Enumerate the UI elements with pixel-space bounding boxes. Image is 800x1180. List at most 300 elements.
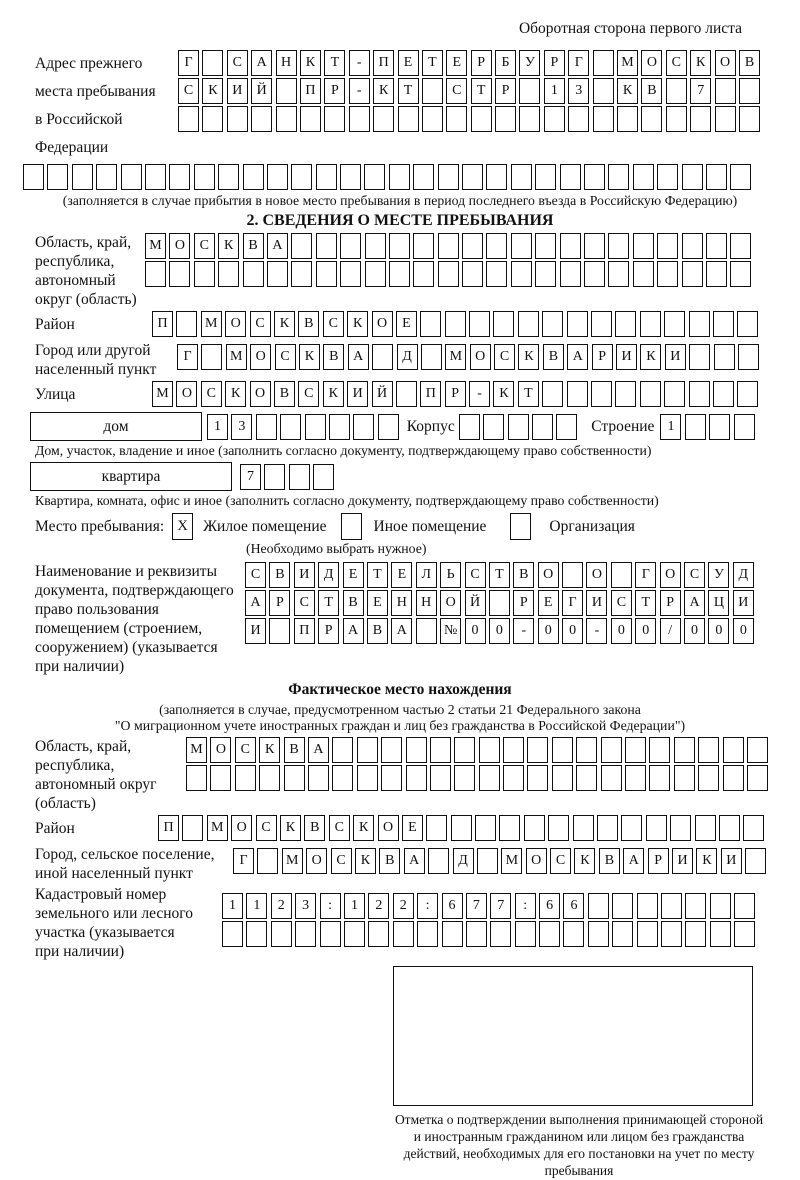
char-cell[interactable]: И: [294, 562, 315, 588]
char-cell[interactable]: [723, 737, 744, 763]
char-cell[interactable]: [291, 233, 312, 259]
char-cell[interactable]: [353, 414, 374, 440]
char-cell[interactable]: -: [349, 78, 370, 104]
char-cell[interactable]: [462, 233, 483, 259]
char-cell[interactable]: Д: [397, 344, 418, 370]
char-cell[interactable]: [544, 106, 565, 132]
char-cell[interactable]: Й: [251, 78, 272, 104]
prev-address-row-2[interactable]: [178, 78, 760, 104]
char-cell[interactable]: [682, 261, 703, 287]
char-cell[interactable]: А: [567, 344, 588, 370]
char-cell[interactable]: Т: [324, 50, 345, 76]
char-cell[interactable]: [176, 311, 197, 337]
char-cell[interactable]: [562, 562, 583, 588]
char-cell[interactable]: [178, 106, 199, 132]
char-cell[interactable]: [597, 815, 618, 841]
char-cell[interactable]: [539, 921, 560, 947]
char-cell[interactable]: [243, 261, 264, 287]
char-cell[interactable]: О: [641, 50, 662, 76]
char-cell[interactable]: [201, 344, 222, 370]
char-cell[interactable]: [674, 737, 695, 763]
char-cell[interactable]: О: [470, 344, 491, 370]
char-cell[interactable]: [503, 765, 524, 791]
char-cell[interactable]: [567, 311, 588, 337]
char-cell[interactable]: [560, 164, 581, 190]
char-cell[interactable]: [670, 815, 691, 841]
char-cell[interactable]: [518, 311, 539, 337]
char-cell[interactable]: [706, 233, 727, 259]
char-cell[interactable]: [573, 815, 594, 841]
char-cell[interactable]: [664, 381, 685, 407]
char-cell[interactable]: [316, 233, 337, 259]
char-cell[interactable]: [532, 414, 553, 440]
char-cell[interactable]: К: [274, 311, 295, 337]
char-cell[interactable]: [666, 106, 687, 132]
char-cell[interactable]: О: [176, 381, 197, 407]
char-cell[interactable]: [426, 815, 447, 841]
char-cell[interactable]: [503, 737, 524, 763]
char-cell[interactable]: [593, 78, 614, 104]
char-cell[interactable]: О: [715, 50, 736, 76]
checkbox-organizatsiya[interactable]: [510, 513, 531, 540]
char-cell[interactable]: [685, 893, 706, 919]
char-cell[interactable]: О: [250, 381, 271, 407]
char-cell[interactable]: [615, 311, 636, 337]
doc-row-1[interactable]: [245, 562, 754, 588]
char-cell[interactable]: :: [417, 893, 438, 919]
char-cell[interactable]: [267, 261, 288, 287]
char-cell[interactable]: [588, 921, 609, 947]
char-cell[interactable]: [445, 311, 466, 337]
char-cell[interactable]: [713, 311, 734, 337]
char-cell[interactable]: 7: [240, 464, 261, 490]
char-cell[interactable]: К: [225, 381, 246, 407]
char-cell[interactable]: [324, 106, 345, 132]
char-cell[interactable]: О: [306, 848, 327, 874]
char-cell[interactable]: [438, 164, 459, 190]
char-cell[interactable]: [723, 765, 744, 791]
char-cell[interactable]: 0: [684, 618, 705, 644]
char-cell[interactable]: [637, 893, 658, 919]
char-cell[interactable]: У: [519, 50, 540, 76]
char-cell[interactable]: К: [690, 50, 711, 76]
char-cell[interactable]: Р: [269, 590, 290, 616]
char-cell[interactable]: 3: [231, 414, 252, 440]
kadastr-row-2[interactable]: [222, 921, 755, 947]
char-cell[interactable]: [454, 765, 475, 791]
char-cell[interactable]: К: [300, 50, 321, 76]
char-cell[interactable]: К: [518, 344, 539, 370]
char-cell[interactable]: [344, 921, 365, 947]
char-cell[interactable]: 0: [489, 618, 510, 644]
fact-raion-row[interactable]: [158, 815, 764, 841]
korpus-row[interactable]: [459, 414, 578, 440]
char-cell[interactable]: [446, 106, 467, 132]
char-cell[interactable]: Г: [233, 848, 254, 874]
char-cell[interactable]: [560, 261, 581, 287]
char-cell[interactable]: [256, 414, 277, 440]
char-cell[interactable]: 1: [207, 414, 228, 440]
char-cell[interactable]: Р: [318, 618, 339, 644]
char-cell[interactable]: [486, 164, 507, 190]
char-cell[interactable]: [710, 921, 731, 947]
char-cell[interactable]: /: [660, 618, 681, 644]
char-cell[interactable]: [442, 921, 463, 947]
char-cell[interactable]: С: [250, 311, 271, 337]
raion-row[interactable]: [152, 311, 758, 337]
char-cell[interactable]: [710, 893, 731, 919]
char-cell[interactable]: [420, 311, 441, 337]
char-cell[interactable]: [560, 233, 581, 259]
char-cell[interactable]: А: [308, 737, 329, 763]
char-cell[interactable]: [489, 590, 510, 616]
char-cell[interactable]: [186, 765, 207, 791]
char-cell[interactable]: [246, 921, 267, 947]
char-cell[interactable]: К: [353, 815, 374, 841]
char-cell[interactable]: К: [696, 848, 717, 874]
char-cell[interactable]: С: [550, 848, 571, 874]
char-cell[interactable]: 1: [222, 893, 243, 919]
char-cell[interactable]: [477, 848, 498, 874]
char-cell[interactable]: [182, 815, 203, 841]
char-cell[interactable]: [269, 618, 290, 644]
char-cell[interactable]: [257, 848, 278, 874]
char-cell[interactable]: Р: [513, 590, 534, 616]
char-cell[interactable]: Д: [453, 848, 474, 874]
char-cell[interactable]: [621, 815, 642, 841]
char-cell[interactable]: Е: [343, 562, 364, 588]
char-cell[interactable]: [601, 765, 622, 791]
char-cell[interactable]: [739, 78, 760, 104]
char-cell[interactable]: И: [672, 848, 693, 874]
char-cell[interactable]: [469, 311, 490, 337]
char-cell[interactable]: О: [378, 815, 399, 841]
char-cell[interactable]: Р: [495, 78, 516, 104]
char-cell[interactable]: В: [641, 78, 662, 104]
char-cell[interactable]: [413, 164, 434, 190]
char-cell[interactable]: [682, 164, 703, 190]
char-cell[interactable]: С: [256, 815, 277, 841]
char-cell[interactable]: [308, 765, 329, 791]
char-cell[interactable]: С: [465, 562, 486, 588]
oblast-row-2[interactable]: [145, 261, 751, 287]
char-cell[interactable]: Р: [471, 50, 492, 76]
char-cell[interactable]: В: [284, 737, 305, 763]
char-cell[interactable]: [674, 765, 695, 791]
char-cell[interactable]: Г: [178, 50, 199, 76]
char-cell[interactable]: В: [367, 618, 388, 644]
char-cell[interactable]: Р: [592, 344, 613, 370]
char-cell[interactable]: К: [347, 311, 368, 337]
char-cell[interactable]: [462, 164, 483, 190]
char-cell[interactable]: О: [586, 562, 607, 588]
char-cell[interactable]: 1: [246, 893, 267, 919]
char-cell[interactable]: [483, 414, 504, 440]
char-cell[interactable]: [421, 344, 442, 370]
char-cell[interactable]: [542, 381, 563, 407]
char-cell[interactable]: [649, 737, 670, 763]
fact-oblast-row-2[interactable]: [186, 765, 768, 791]
char-cell[interactable]: [235, 765, 256, 791]
char-cell[interactable]: Е: [396, 311, 417, 337]
char-cell[interactable]: [378, 414, 399, 440]
char-cell[interactable]: [406, 737, 427, 763]
char-cell[interactable]: [243, 164, 264, 190]
char-cell[interactable]: [542, 311, 563, 337]
char-cell[interactable]: М: [152, 381, 173, 407]
char-cell[interactable]: [430, 737, 451, 763]
char-cell[interactable]: [389, 233, 410, 259]
dom-row[interactable]: [207, 414, 399, 440]
char-cell[interactable]: М: [201, 311, 222, 337]
char-cell[interactable]: Т: [367, 562, 388, 588]
char-cell[interactable]: О: [250, 344, 271, 370]
gorod-row[interactable]: [177, 344, 759, 370]
char-cell[interactable]: Г: [568, 50, 589, 76]
char-cell[interactable]: К: [218, 233, 239, 259]
char-cell[interactable]: [593, 106, 614, 132]
char-cell[interactable]: 1: [344, 893, 365, 919]
char-cell[interactable]: И: [586, 590, 607, 616]
char-cell[interactable]: 0: [708, 618, 729, 644]
char-cell[interactable]: [743, 815, 764, 841]
char-cell[interactable]: А: [391, 618, 412, 644]
char-cell[interactable]: В: [298, 311, 319, 337]
char-cell[interactable]: [276, 106, 297, 132]
char-cell[interactable]: Б: [495, 50, 516, 76]
char-cell[interactable]: [289, 464, 310, 490]
char-cell[interactable]: [373, 106, 394, 132]
char-cell[interactable]: [471, 106, 492, 132]
char-cell[interactable]: Р: [324, 78, 345, 104]
char-cell[interactable]: [511, 261, 532, 287]
char-cell[interactable]: [730, 233, 751, 259]
char-cell[interactable]: [422, 106, 443, 132]
char-cell[interactable]: С: [294, 590, 315, 616]
char-cell[interactable]: Й: [372, 381, 393, 407]
char-cell[interactable]: [734, 893, 755, 919]
char-cell[interactable]: [417, 921, 438, 947]
char-cell[interactable]: К: [280, 815, 301, 841]
char-cell[interactable]: С: [323, 311, 344, 337]
char-cell[interactable]: [495, 106, 516, 132]
char-cell[interactable]: -: [349, 50, 370, 76]
char-cell[interactable]: [519, 106, 540, 132]
char-cell[interactable]: [329, 414, 350, 440]
char-cell[interactable]: А: [684, 590, 705, 616]
char-cell[interactable]: [381, 737, 402, 763]
char-cell[interactable]: [300, 106, 321, 132]
char-cell[interactable]: 1: [544, 78, 565, 104]
char-cell[interactable]: [640, 381, 661, 407]
char-cell[interactable]: [745, 848, 766, 874]
char-cell[interactable]: [194, 261, 215, 287]
char-cell[interactable]: [218, 164, 239, 190]
char-cell[interactable]: [625, 737, 646, 763]
char-cell[interactable]: [661, 921, 682, 947]
char-cell[interactable]: М: [445, 344, 466, 370]
checkbox-zhiloe[interactable]: X: [172, 513, 193, 540]
char-cell[interactable]: [398, 106, 419, 132]
char-cell[interactable]: [357, 765, 378, 791]
char-cell[interactable]: [222, 921, 243, 947]
char-cell[interactable]: К: [355, 848, 376, 874]
char-cell[interactable]: [519, 78, 540, 104]
char-cell[interactable]: [428, 848, 449, 874]
prev-address-row-4[interactable]: [23, 164, 800, 190]
char-cell[interactable]: -: [469, 381, 490, 407]
char-cell[interactable]: [389, 164, 410, 190]
char-cell[interactable]: [657, 261, 678, 287]
char-cell[interactable]: [588, 893, 609, 919]
char-cell[interactable]: 0: [611, 618, 632, 644]
char-cell[interactable]: П: [373, 50, 394, 76]
char-cell[interactable]: [210, 765, 231, 791]
char-cell[interactable]: А: [343, 618, 364, 644]
char-cell[interactable]: Ц: [708, 590, 729, 616]
char-cell[interactable]: [267, 164, 288, 190]
char-cell[interactable]: [633, 164, 654, 190]
char-cell[interactable]: [524, 815, 545, 841]
char-cell[interactable]: [682, 233, 703, 259]
char-cell[interactable]: [593, 50, 614, 76]
char-cell[interactable]: [535, 261, 556, 287]
char-cell[interactable]: [194, 164, 215, 190]
char-cell[interactable]: [313, 464, 334, 490]
char-cell[interactable]: [666, 78, 687, 104]
char-cell[interactable]: [633, 233, 654, 259]
char-cell[interactable]: С: [194, 233, 215, 259]
char-cell[interactable]: В: [269, 562, 290, 588]
char-cell[interactable]: С: [684, 562, 705, 588]
char-cell[interactable]: К: [493, 381, 514, 407]
char-cell[interactable]: А: [404, 848, 425, 874]
char-cell[interactable]: [552, 737, 573, 763]
char-cell[interactable]: [259, 765, 280, 791]
char-cell[interactable]: [641, 106, 662, 132]
char-cell[interactable]: [563, 921, 584, 947]
char-cell[interactable]: [535, 233, 556, 259]
char-cell[interactable]: [416, 618, 437, 644]
char-cell[interactable]: [646, 815, 667, 841]
char-cell[interactable]: [584, 164, 605, 190]
char-cell[interactable]: Е: [538, 590, 559, 616]
char-cell[interactable]: [637, 921, 658, 947]
char-cell[interactable]: Е: [398, 50, 419, 76]
char-cell[interactable]: Р: [648, 848, 669, 874]
char-cell[interactable]: [689, 381, 710, 407]
char-cell[interactable]: В: [599, 848, 620, 874]
char-cell[interactable]: [715, 78, 736, 104]
char-cell[interactable]: В: [513, 562, 534, 588]
char-cell[interactable]: [689, 344, 710, 370]
char-cell[interactable]: П: [294, 618, 315, 644]
char-cell[interactable]: [381, 765, 402, 791]
char-cell[interactable]: [479, 737, 500, 763]
char-cell[interactable]: Г: [177, 344, 198, 370]
char-cell[interactable]: [615, 381, 636, 407]
char-cell[interactable]: [715, 106, 736, 132]
char-cell[interactable]: В: [304, 815, 325, 841]
char-cell[interactable]: М: [501, 848, 522, 874]
char-cell[interactable]: 2: [393, 893, 414, 919]
fact-oblast-row-1[interactable]: [186, 737, 768, 763]
char-cell[interactable]: Л: [416, 562, 437, 588]
char-cell[interactable]: М: [186, 737, 207, 763]
char-cell[interactable]: [357, 737, 378, 763]
char-cell[interactable]: [486, 261, 507, 287]
char-cell[interactable]: [608, 261, 629, 287]
char-cell[interactable]: [393, 921, 414, 947]
kvartira-row[interactable]: [240, 464, 334, 490]
char-cell[interactable]: О: [231, 815, 252, 841]
ulitsa-row[interactable]: [152, 381, 758, 407]
char-cell[interactable]: [218, 261, 239, 287]
char-cell[interactable]: Т: [635, 590, 656, 616]
char-cell[interactable]: Т: [489, 562, 510, 588]
char-cell[interactable]: [734, 414, 755, 440]
kadastr-row-1[interactable]: [222, 893, 755, 919]
char-cell[interactable]: О: [210, 737, 231, 763]
char-cell[interactable]: [698, 737, 719, 763]
char-cell[interactable]: К: [640, 344, 661, 370]
char-cell[interactable]: [413, 261, 434, 287]
char-cell[interactable]: И: [665, 344, 686, 370]
char-cell[interactable]: [406, 765, 427, 791]
char-cell[interactable]: [527, 765, 548, 791]
char-cell[interactable]: Е: [391, 562, 412, 588]
char-cell[interactable]: [291, 164, 312, 190]
char-cell[interactable]: [661, 893, 682, 919]
char-cell[interactable]: О: [526, 848, 547, 874]
char-cell[interactable]: М: [226, 344, 247, 370]
char-cell[interactable]: №: [440, 618, 461, 644]
char-cell[interactable]: [719, 815, 740, 841]
char-cell[interactable]: И: [347, 381, 368, 407]
char-cell[interactable]: [633, 261, 654, 287]
char-cell[interactable]: 2: [368, 893, 389, 919]
char-cell[interactable]: [202, 50, 223, 76]
char-cell[interactable]: К: [323, 381, 344, 407]
char-cell[interactable]: [747, 737, 768, 763]
char-cell[interactable]: И: [227, 78, 248, 104]
char-cell[interactable]: [698, 765, 719, 791]
char-cell[interactable]: И: [245, 618, 266, 644]
char-cell[interactable]: [284, 765, 305, 791]
char-cell[interactable]: [689, 311, 710, 337]
char-cell[interactable]: В: [343, 590, 364, 616]
char-cell[interactable]: [706, 164, 727, 190]
char-cell[interactable]: [611, 562, 632, 588]
char-cell[interactable]: А: [267, 233, 288, 259]
char-cell[interactable]: А: [348, 344, 369, 370]
char-cell[interactable]: [657, 233, 678, 259]
char-cell[interactable]: [664, 311, 685, 337]
char-cell[interactable]: [640, 311, 661, 337]
char-cell[interactable]: У: [708, 562, 729, 588]
char-cell[interactable]: [568, 106, 589, 132]
char-cell[interactable]: [584, 233, 605, 259]
char-cell[interactable]: Р: [544, 50, 565, 76]
char-cell[interactable]: [511, 164, 532, 190]
char-cell[interactable]: К: [373, 78, 394, 104]
char-cell[interactable]: [316, 164, 337, 190]
char-cell[interactable]: [601, 737, 622, 763]
char-cell[interactable]: О: [225, 311, 246, 337]
char-cell[interactable]: В: [243, 233, 264, 259]
char-cell[interactable]: 6: [442, 893, 463, 919]
char-cell[interactable]: [23, 164, 44, 190]
